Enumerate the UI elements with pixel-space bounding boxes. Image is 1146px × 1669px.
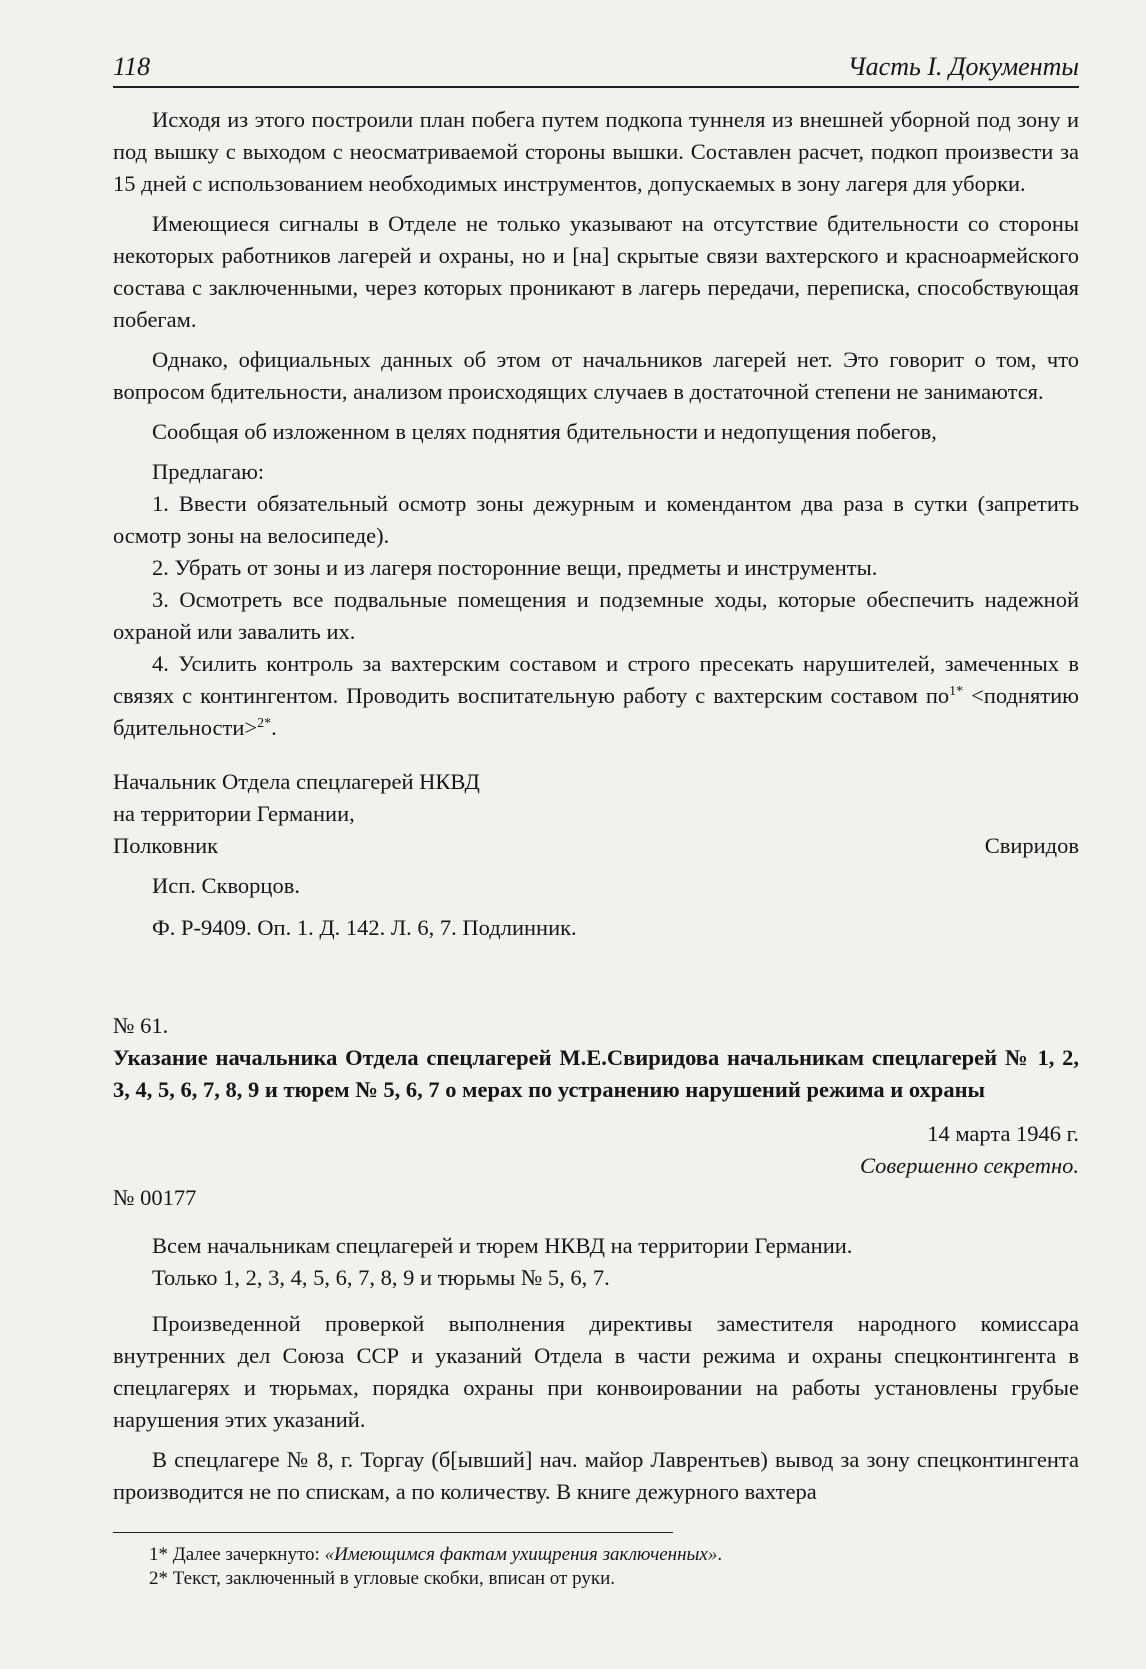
footnote-mark: 2* bbox=[149, 1568, 168, 1589]
footnote-tail: . bbox=[717, 1544, 723, 1565]
footnote bbox=[113, 1567, 1079, 1591]
proposal-item bbox=[113, 648, 1079, 744]
signatory-row bbox=[113, 830, 1079, 862]
proposal-text: 4. Усилить контроль за вахтерским составом и строго пресекать нарушителей, замеченных в связях с контингентом. Проводить воспитательную работу с вахтерским составом по bbox=[113, 651, 1079, 708]
document-date: 14 марта 1946 г. bbox=[927, 1121, 1079, 1146]
proposal-item: 2. Убрать от зоны и из лагеря посторонние вещи, предметы и инструменты. bbox=[152, 555, 878, 580]
addressee-limit: Только 1, 2, 3, 4, 5, 6, 7, 8, 9 и тюрьмы № 5, 6, 7. bbox=[152, 1265, 610, 1290]
paragraph: В спецлагере № 8, г. Торгау (б[ывший] нач. майор Лаврентьев) вывод за зону спецконтингента производится не по спискам, а по количеству. В книге дежурного вахтера bbox=[113, 1447, 1079, 1504]
proposal-item: 1. Ввести обязательный осмотр зоны дежурным и комендантом два раза в сутки (запретить осмотр зоны на велосипеде). bbox=[113, 491, 1079, 548]
handwritten-insert: <поднятию бдительности> bbox=[113, 683, 1079, 740]
signature-block bbox=[113, 766, 1079, 944]
document-title: Указание начальника Отдела спецлагерей М.Е.Свиридова начальникам спецлагерей № 1, 2, 3, 4, 5, 6, 7, 8, 9 и тюрем № 5, 6, 7 о мерах по устранению нарушений режима и охраны bbox=[113, 1045, 1079, 1102]
running-header bbox=[113, 50, 1079, 84]
sentence-end: . bbox=[271, 715, 277, 740]
paragraph: Однако, официальных данных об этом от начальников лагерей нет. Это говорит о том, что вопросом бдительности, анализом происходящих случаев в достаточной степени не занимаются. bbox=[113, 347, 1079, 404]
executor: Исп. Скворцов. bbox=[152, 873, 300, 898]
classification: Совершенно секретно. bbox=[859, 1153, 1079, 1178]
footnote-quote: «Имеющимся фактам ухищрения заключенных» bbox=[324, 1544, 718, 1565]
footnote-mark: 1* bbox=[149, 1544, 168, 1565]
order-number: № 00177 bbox=[113, 1185, 197, 1210]
running-title: Часть I. Документы bbox=[847, 52, 1079, 81]
footnote-rule bbox=[113, 1532, 673, 1533]
paragraph: Исходя из этого построили план побега путем подкопа туннеля из внешней уборной под зону и под вышку с выходом с неосматриваемой стороны вышки. Составлен расчет, подкоп произвести за 15 дней с использованием необходимых инструментов, допускаемых в зону лагеря для уборки. bbox=[113, 107, 1079, 196]
footnote-lead: Далее зачеркнуто: bbox=[168, 1544, 325, 1565]
paragraph: Произведенной проверкой выполнения директивы заместителя народного комиссара внутренних дел Союза ССР и указаний Отдела в части режима и охраны спецконтингента в спецлагерях и тюрьмах, порядка охраны при конвоировании на работы установлены грубые нарушения этих указаний. bbox=[113, 1311, 1079, 1432]
addressee: Всем начальникам спецлагерей и тюрем НКВД на территории Германии. bbox=[152, 1233, 853, 1258]
signatory-title: Начальник Отдела спецлагерей НКВД bbox=[113, 769, 480, 794]
proposal-item: 3. Осмотреть все подвальные помещения и подземные ходы, которые обеспечить надежной охраной или завалить их. bbox=[113, 587, 1079, 644]
footnote bbox=[113, 1543, 1079, 1567]
header-rule bbox=[113, 86, 1079, 88]
paragraph: Имеющиеся сигналы в Отделе не только указывают на отсутствие бдительности со стороны некоторых работников лагерей и охраны, но и [на] скрытые связи вахтерского и красноармейского состава с заключенными, через которых проникают в лагерь передачи, переписка, способствующая побегам. bbox=[113, 211, 1079, 332]
signatory-name: Свиридов bbox=[984, 833, 1079, 858]
signatory-title-2: на территории Германии, bbox=[113, 801, 355, 826]
document-page bbox=[113, 50, 1079, 1591]
proposal-lead: Предлагаю: bbox=[152, 459, 265, 484]
footnote-ref: 2* bbox=[257, 716, 272, 731]
footnote-ref: 1* bbox=[949, 684, 964, 699]
page-number: 118 bbox=[113, 52, 151, 81]
document-number: № 61. bbox=[113, 1013, 169, 1038]
paragraph: Сообщая об изложенном в целях поднятия бдительности и недопущения побегов, bbox=[152, 419, 937, 444]
signatory-rank: Полковник bbox=[113, 833, 219, 858]
footnote-lead: Текст, заключенный в угловые скобки, вписан от руки. bbox=[168, 1568, 616, 1589]
archive-reference: Ф. Р-9409. Оп. 1. Д. 142. Л. 6, 7. Подлинник. bbox=[152, 915, 577, 940]
